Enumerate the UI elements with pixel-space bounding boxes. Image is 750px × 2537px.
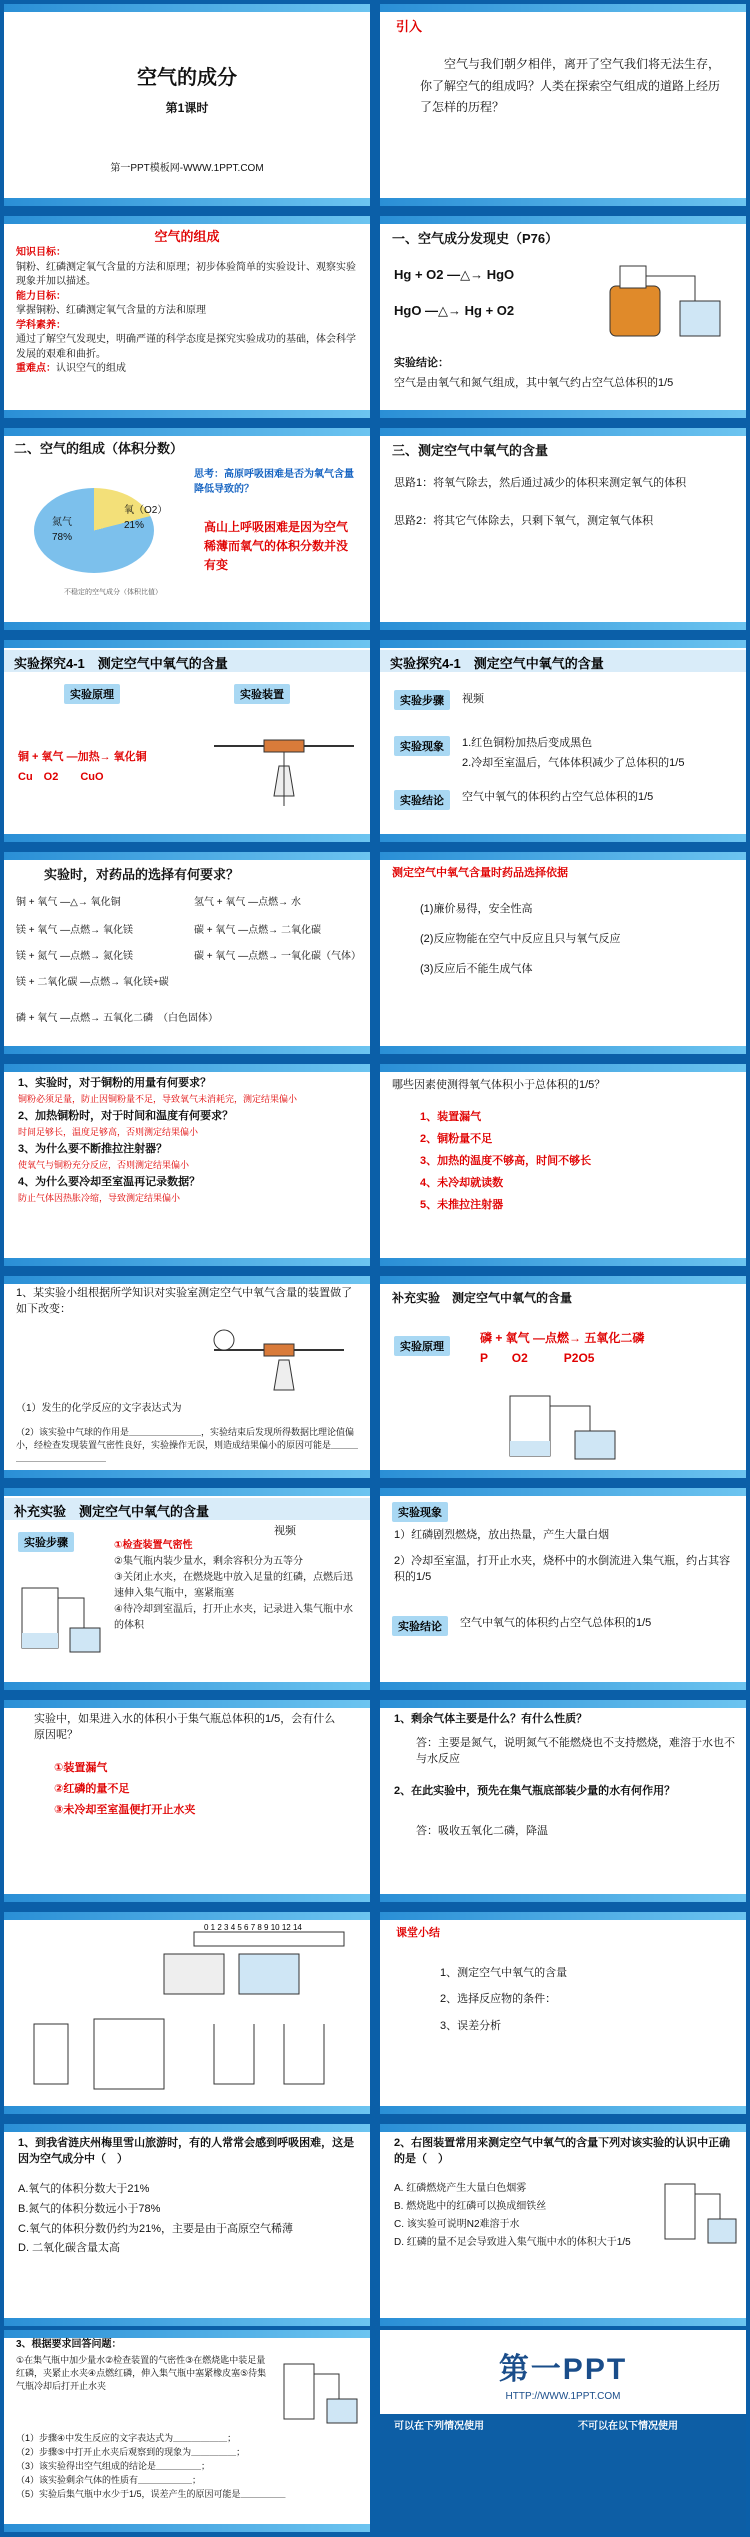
q22a[interactable]: A. 红磷燃烧产生大量白色烟雾 <box>394 2183 527 2194</box>
slide-11 <box>4 1064 370 1266</box>
r3: 镁 + 氧气 —点燃→ 氧化镁 <box>16 925 133 936</box>
slide-17 <box>4 1700 370 1902</box>
k2: 能力目标： <box>16 290 66 302</box>
brand-logo: 第一PPT <box>498 2353 628 2386</box>
st3: ③关闭止水夹，在燃烧匙中放入足量的红磷，点燃后迅速伸入集气瓶中，塞紧瓶塞 <box>114 1572 353 1599</box>
q2: 2、加热铜粉时，对于时间和温度有何要求？ <box>18 1109 234 1122</box>
q21d[interactable]: D. 二氧化碳含量太高 <box>18 2242 121 2255</box>
q23-3: （3）该实验得出空气组成的结论是＿＿＿＿＿； <box>16 2460 211 2471</box>
slide-15 <box>4 1488 370 1690</box>
q23: 3、根据要求回答问题： <box>16 2339 122 2350</box>
conclusion-tag: 实验结论 <box>394 790 450 810</box>
q23-5: （5）实验后集气瓶中水少于1/5，误差产生的原因可能是＿＿＿＿＿ <box>16 2488 286 2499</box>
conc2: 空气中氧气的体积约占空气总体积的1/5 <box>460 1617 652 1629</box>
r8: 磷 + 氧气 —点燃→ 五氧化二磷 （白色固体） <box>16 1013 218 1024</box>
q18-1: 1、剩余气体主要是什么？有什么性质？ <box>394 1713 588 1725</box>
r2: 氢气 + 氧气 —点燃→ 水 <box>194 897 301 908</box>
r5: 镁 + 氮气 —点燃→ 氮化镁 <box>16 951 133 962</box>
slide17-q: 实验中，如果进入水的体积小于集气瓶总体积的1/5，会有什么原因呢？ <box>34 1713 336 1741</box>
q21a[interactable]: A.氧气的体积分数大于21% <box>18 2183 150 2195</box>
q21b[interactable]: B.氮气的体积分数远小于78% <box>18 2202 161 2215</box>
slide-5 <box>4 428 370 630</box>
slide-9 <box>4 852 370 1054</box>
slide-1 <box>4 4 370 206</box>
slide-14 <box>380 1276 746 1478</box>
slide1-sub: 第1课时 <box>165 101 209 115</box>
slide2-body: 空气与我们朝夕相伴，离开了空气我们将无法生存，你了解空气的组成吗？人类在探索空气组成的道路上经历了怎样的历程？ <box>420 57 721 115</box>
q22b[interactable]: B. 燃烧匙中的红磷可以换成细铁丝 <box>394 2201 547 2212</box>
slide-21 <box>4 2124 370 2326</box>
slide-13 <box>4 1276 370 1478</box>
l1: (1)廉价易得，安全性高 <box>420 903 533 915</box>
device-tag: 实验装置 <box>234 684 290 704</box>
phenomena-tag: 实验现象 <box>394 736 450 756</box>
phosphorus-apparatus-illustration <box>500 1386 630 1466</box>
ph2: 2）冷却至室温，打开止水夹，烧杯中的水倒流进入集气瓶，约占其容积的1/5 <box>394 1555 731 1583</box>
q23-apparatus <box>279 2354 364 2434</box>
l3: (3)反应后不能生成气体 <box>420 963 533 975</box>
steps-tag-2: 实验步骤 <box>18 1532 74 1552</box>
st1: ①检查装置气密性 <box>114 1540 193 1551</box>
q3: 3、为什么要不断推拉注射器？ <box>18 1142 168 1155</box>
r17-3: ③未冷却至室温便打开止水夹 <box>54 1803 196 1816</box>
f5: 5、未推拉注射器 <box>420 1199 504 1211</box>
a18-2: 答：吸收五氧化二磷，降温 <box>416 1825 548 1837</box>
q18-2: 2、在此实验中，预先在集气瓶底部装少量的水有何作用？ <box>394 1785 676 1797</box>
k1b: 铜粉、红磷测定氧气含量的方法和原理；初步体验简单的实验设计、观察实验现象并加以描述。 <box>16 261 356 287</box>
slide-22 <box>380 2124 746 2326</box>
slide3-title: 空气的组成 <box>154 229 220 244</box>
r4: 碳 + 氧气 —点燃→ 二氧化碳 <box>194 925 321 936</box>
svg-text:0 1 2 3 4 5 6 7 8 9 10 12 14: 0 1 2 3 4 5 6 7 8 9 10 12 14 <box>204 1924 302 1932</box>
r7: 镁 + 二氧化碳 —点燃→ 氧化镁+碳 <box>16 977 169 988</box>
a3: 使氧气与铜粉充分反应，否则测定结果偏小 <box>18 1160 190 1171</box>
a2: 时间足够长，温度足够高，否则测定结果偏小 <box>18 1127 199 1138</box>
slide12-title: 哪些因素使测得氧气体积小于总体积的1/5？ <box>392 1079 606 1091</box>
q1: 1、实验时，对于铜粉的用量有何要求？ <box>18 1077 212 1089</box>
r1: 铜 + 氧气 —△→ 氧化铜 <box>16 897 121 908</box>
slide-16 <box>380 1488 746 1690</box>
f2: 2、铜粉量不足 <box>420 1133 493 1145</box>
slide-20 <box>380 1912 746 2114</box>
st4: ④待冷却到室温后，打开止水夹，记录进入集气瓶中水的体积 <box>114 1604 353 1631</box>
brand-url[interactable]: HTTP://WWW.1PPT.COM <box>505 2391 621 2402</box>
cu-equation: 铜 + 氧气 —加热→ 氧化铜 <box>18 751 147 763</box>
slide20-title: 课堂小结 <box>396 1927 440 1939</box>
o2-value: 21% <box>124 519 145 531</box>
usage-no: 不可以在以下情况使用 <box>578 2421 678 2432</box>
slide-2 <box>380 4 746 206</box>
k3b: 通过了解空气发现史，明确严谨的科学态度是探究实验成功的基础，体会科学发展的艰难和曲折。 <box>16 334 356 360</box>
r17-1: ①装置漏气 <box>54 1762 108 1774</box>
slide15-title: 补充实验 测定空气中氧气的含量 <box>4 1498 370 1520</box>
video-label[interactable]: 视频 <box>462 693 484 705</box>
slide-19 <box>4 1912 370 2114</box>
p-formula: P O2 P2O5 <box>480 1351 595 1365</box>
phenomena-tag-2: 实验现象 <box>392 1502 448 1522</box>
ph1: 1）红磷剧烈燃烧，放出热量，产生大量白烟 <box>394 1529 610 1541</box>
a1: 铜粉必须足量，防止因铜粉量不足，导致氧气未消耗完，测定结果偏小 <box>18 1094 298 1105</box>
slide-6 <box>380 428 746 630</box>
f3: 3、加热的温度不够高，时间不够长 <box>420 1155 592 1167</box>
slide7-title: 实验探究4-1 测定空气中氧气的含量 <box>4 650 370 672</box>
q22d[interactable]: D. 红磷的量不足会导致进入集气瓶中水的体积大于1/5 <box>394 2237 631 2248</box>
q22c[interactable]: C. 该实验可说明N2难溶于水 <box>394 2219 520 2230</box>
thinking-question: 思考：高原呼吸困难是否为氧气含量降低导致的？ <box>194 469 354 495</box>
slide-4 <box>380 216 746 418</box>
cu-formula: Cu O2 CuO <box>18 771 104 783</box>
n2-value: 78% <box>52 531 73 543</box>
eq1: Hg + O2 —△→ HgO <box>394 267 515 282</box>
slide1-title: 空气的成分 <box>137 67 237 89</box>
sum1: 1、测定空气中氧气的含量 <box>440 1967 568 1979</box>
n2-label: 氮气 <box>52 517 72 528</box>
k3: 学科素养： <box>16 319 66 331</box>
slide-23 <box>4 2330 370 2532</box>
r6: 碳 + 氧气 —点燃→ 一氧化碳（气体） <box>194 951 361 962</box>
idea1: 思路1：将氧气除去，然后通过减少的体积来测定氧气的体积 <box>394 477 687 489</box>
q23-steps: ①在集气瓶中加少量水②检查装置的气密性③在燃烧匙中装足量红磷，夹紧止水夹④点燃红磷，伸入集气瓶中塞紧橡皮塞⑤待集气瓶冷却后打开止水夹 <box>16 2355 267 2392</box>
f4: 4、未冷却就读数 <box>420 1177 504 1189</box>
q: 1、某实验小组根据所学知识对实验室测定空气中氧气含量的装置做了如下改变： <box>16 1287 353 1315</box>
st2: ②集气瓶内装少量水，剩余容积分为五等分 <box>114 1556 303 1567</box>
slide-10 <box>380 852 746 1054</box>
slide-8 <box>380 640 746 842</box>
slide2-title: 引入 <box>396 19 423 34</box>
red-phosphorus-apparatus <box>14 1568 104 1668</box>
video-label-2[interactable]: 视频 <box>274 1525 296 1537</box>
l2: (2)反应物能在空气中反应且只与氧气反应 <box>420 933 621 945</box>
a4: 防止气体因热胀冷缩，导致测定结果偏小 <box>18 1193 181 1204</box>
slide6-title: 三、测定空气中氧气的含量 <box>392 443 549 458</box>
p-equation: 磷 + 氧气 —点燃→ 五氧化二磷 <box>480 1331 645 1345</box>
pie-legend: 不稳定的空气成分（体积比值） <box>64 589 162 596</box>
phen2: 2.冷却至室温后，气体体积减少了总体积的1/5 <box>462 757 685 769</box>
steps-tag: 实验步骤 <box>394 690 450 710</box>
k4b: 认识空气的组成 <box>56 363 126 374</box>
q4: 4、为什么要冷却至室温再记录数据？ <box>18 1175 201 1188</box>
copper-apparatus-illustration <box>204 706 364 826</box>
slide1-site: 第一PPT模板网-WWW.1PPT.COM <box>110 163 264 174</box>
slide4-title: 一、空气成分发现史（P76） <box>392 231 559 246</box>
idea2: 思路2：将其它气体除去，只剩下氧气，测定氧气体积 <box>394 515 654 527</box>
slide-7 <box>4 640 370 842</box>
slide5-title: 二、空气的组成（体积分数） <box>14 441 184 456</box>
f1: 1、装置漏气 <box>420 1111 482 1123</box>
slide10-title: 测定空气中氧气含量时药品选择依据 <box>392 867 568 879</box>
sum2: 2、选择反应物的条件： <box>440 1993 557 2006</box>
q23-2: （2）步骤⑤中打开止水夹后观察到的现象为＿＿＿＿＿； <box>16 2446 246 2457</box>
q21c[interactable]: C.氧气的体积分数仍约为21%，主要是由于高原空气稀薄 <box>18 2222 294 2235</box>
principle-tag: 实验原理 <box>64 684 120 704</box>
eq2: HgO —△→ Hg + O2 <box>394 303 515 318</box>
usage-ok: 可以在下列情况使用 <box>394 2421 484 2432</box>
q23-4: （4）该实验剩余气体的性质有＿＿＿＿＿＿； <box>16 2474 202 2485</box>
qa: （1）发生的化学反应的文字表达式为 <box>16 1403 182 1414</box>
q21: 1、到我省涟庆州梅里雪山旅游时，有的人常常会感到呼吸困难，这是因为空气成分中（ ） <box>18 2137 355 2165</box>
slide-18 <box>380 1700 746 1902</box>
slide8-title: 实验探究4-1 测定空气中氧气的含量 <box>380 650 746 672</box>
sum3: 3、误差分析 <box>440 2019 502 2032</box>
conclusion: 空气中氧气的体积约占空气总体积的1/5 <box>462 791 654 803</box>
c1: 实验结论： <box>394 357 449 369</box>
slide-24 <box>380 2330 746 2532</box>
conclusion-tag-2: 实验结论 <box>392 1616 448 1636</box>
apparatus-illustration <box>204 1320 354 1400</box>
a18-1: 答：主要是氮气，说明氮气不能燃烧也不支持燃烧，难溶于水也不与水反应 <box>416 1737 735 1765</box>
experiment-diagrams <box>14 1924 359 2104</box>
slide9-title: 实验时，对药品的选择有何要求？ <box>44 867 240 882</box>
slide-3 <box>4 216 370 418</box>
slide-12 <box>380 1064 746 1266</box>
mercury-apparatus-illustration <box>600 246 730 346</box>
phen1: 1.红色铜粉加热后变成黑色 <box>462 737 593 749</box>
q22-apparatus <box>660 2174 740 2254</box>
qb: （2）该实验中气球的作用是＿＿＿＿＿＿＿＿，实验结束后发现所得数据比理论值偏小，经检查发现装置气密性良好，实验操作无误，则造成结果偏小的原因可能是＿＿＿＿＿＿＿＿＿＿＿＿＿ <box>16 1427 359 1464</box>
r17-2: ②红磷的量不足 <box>54 1782 130 1795</box>
k2b: 掌握铜粉、红磷测定氧气含量的方法和原理 <box>16 305 206 316</box>
k4: 重难点： <box>16 363 56 374</box>
k1: 知识目标： <box>16 247 66 258</box>
principle-tag-2: 实验原理 <box>394 1336 450 1356</box>
q22: 2、右图装置常用来测定空气中氧气的含量下列对该实验的认识中正确的是（ ） <box>394 2137 731 2165</box>
o2-label: 氧（O2） <box>124 505 168 516</box>
slide14-title: 补充实验 测定空气中氧气的含量 <box>392 1291 573 1305</box>
c2: 空气是由氧气和氮气组成，其中氧气约占空气总体积的1/5 <box>394 377 674 389</box>
answer: 高山上呼吸困难是因为空气稀薄而氧气的体积分数并没有变 <box>204 520 349 573</box>
q23-1: （1）步骤④中发生反应的文字表达式为＿＿＿＿＿＿； <box>16 2433 237 2443</box>
